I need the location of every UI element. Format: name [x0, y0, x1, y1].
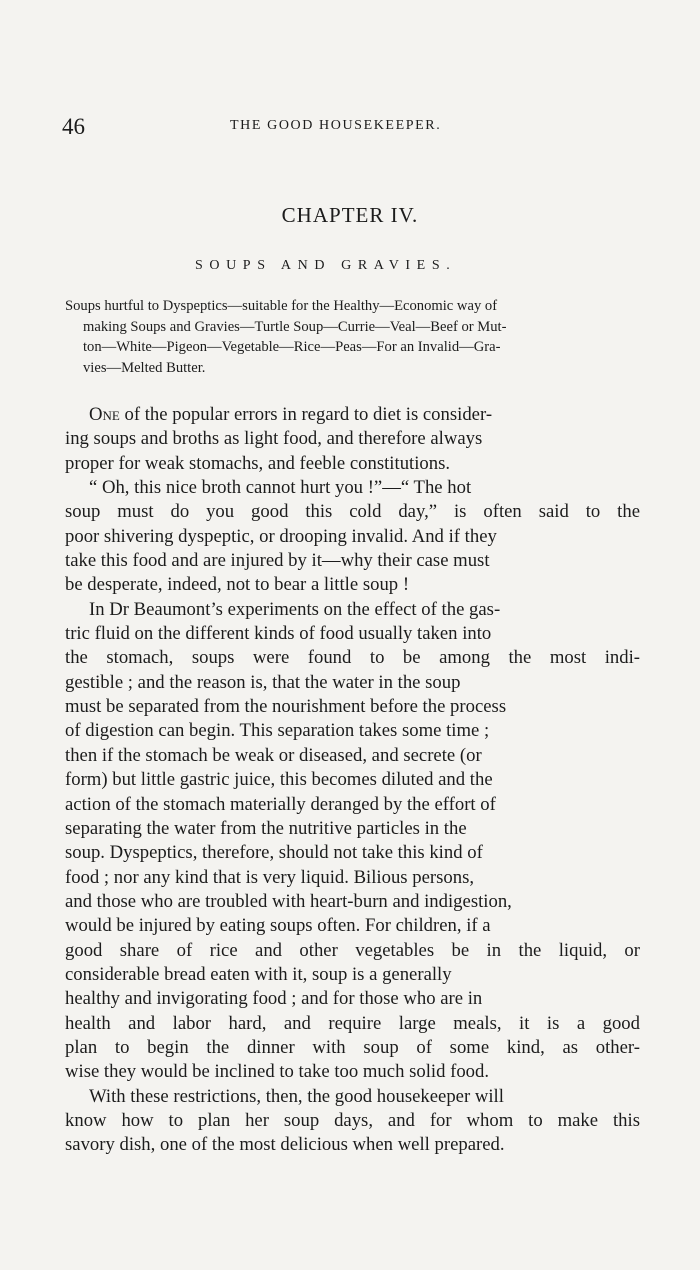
text-line-content: of the popular errors in regard to diet is consider- — [119, 404, 493, 425]
text-line: take this food and are injured by it—why their case must — [65, 550, 490, 572]
text-line: and those who are troubled with heart-burn and indigestion, — [65, 890, 512, 912]
text-line: food ; nor any kind that is very liquid. Bilious persons, — [65, 866, 475, 888]
text-line: must be separated from the nourishment before the process — [65, 696, 507, 718]
text-line: gestible ; and the reason is, that the water in the soup — [65, 671, 461, 693]
text-line: then if the stomach be weak or diseased, and secrete (or — [65, 744, 482, 766]
section-title: SOUPS AND GRAVIES. — [195, 258, 457, 273]
text-line: good share of rice and other vegetables be in the liquid, or — [65, 939, 640, 961]
text-line: the stomach, soups were found to be among the most indi- — [65, 647, 640, 669]
text-line: savory dish, one of the most delicious when well prepared. — [65, 1134, 505, 1156]
running-head: THE GOOD HOUSEKEEPER. — [230, 118, 442, 133]
body-text — [65, 403, 640, 1158]
text-line: soup. Dyspeptics, therefore, should not take this kind of — [65, 842, 483, 864]
text-line: considerable bread eaten with it, soup is a generally — [65, 963, 452, 985]
page-number: 46 — [62, 114, 85, 139]
text-line: tric fluid on the different kinds of food usually taken into — [65, 623, 492, 645]
text-line: form) but little gastric juice, this becomes diluted and the — [65, 769, 493, 791]
text-line: health and labor hard, and require large meals, it is a good — [65, 1012, 640, 1034]
text-line: wise they would be inclined to take too much solid food. — [65, 1061, 490, 1083]
summary-line: ton—White—Pigeon—Vegetable—Rice—Peas—For an Invalid—Gra- — [83, 339, 501, 355]
text-line: separating the water from the nutritive particles in the — [65, 817, 467, 839]
page-header — [62, 114, 638, 144]
text-line: of digestion can begin. This separation takes some time ; — [65, 720, 490, 742]
chapter-summary — [65, 296, 650, 378]
summary-line: Soups hurtful to Dyspeptics—suitable for the Healthy—Economic way of — [65, 298, 498, 314]
text-line: be desperate, indeed, not to bear a little soup ! — [65, 574, 410, 596]
text-line: action of the stomach materially deranged by the effort of — [65, 793, 496, 815]
text-line: proper for weak stomachs, and feeble constitutions. — [65, 452, 451, 474]
text-line: would be injured by eating soups often. For children, if a — [65, 915, 491, 937]
text-line: In Dr Beaumont’s experiments on the effect of the gas- — [89, 598, 501, 620]
text-line: healthy and invigorating food ; and for those who are in — [65, 988, 483, 1010]
chapter-title: CHAPTER IV. — [281, 203, 419, 227]
text-line: plan to begin the dinner with soup of some kind, as other- — [65, 1036, 640, 1058]
text-line — [65, 403, 640, 427]
text-line: “ Oh, this nice broth cannot hurt you !”—“ The hot — [89, 477, 472, 499]
text-line: With these restrictions, then, the good housekeeper will — [89, 1085, 504, 1107]
opening-word: One — [89, 404, 120, 425]
text-line: soup must do you good this cold day,” is often said to the — [65, 501, 640, 523]
summary-line: vies—Melted Butter. — [83, 359, 206, 376]
text-line: know how to plan her soup days, and for whom to make this — [65, 1109, 640, 1131]
summary-line: making Soups and Gravies—Turtle Soup—Currie—Veal—Beef or Mut- — [83, 318, 507, 335]
text-line: ing soups and broths as light food, and therefore always — [65, 428, 483, 450]
text-line: poor shivering dyspeptic, or drooping invalid. And if they — [65, 525, 497, 547]
